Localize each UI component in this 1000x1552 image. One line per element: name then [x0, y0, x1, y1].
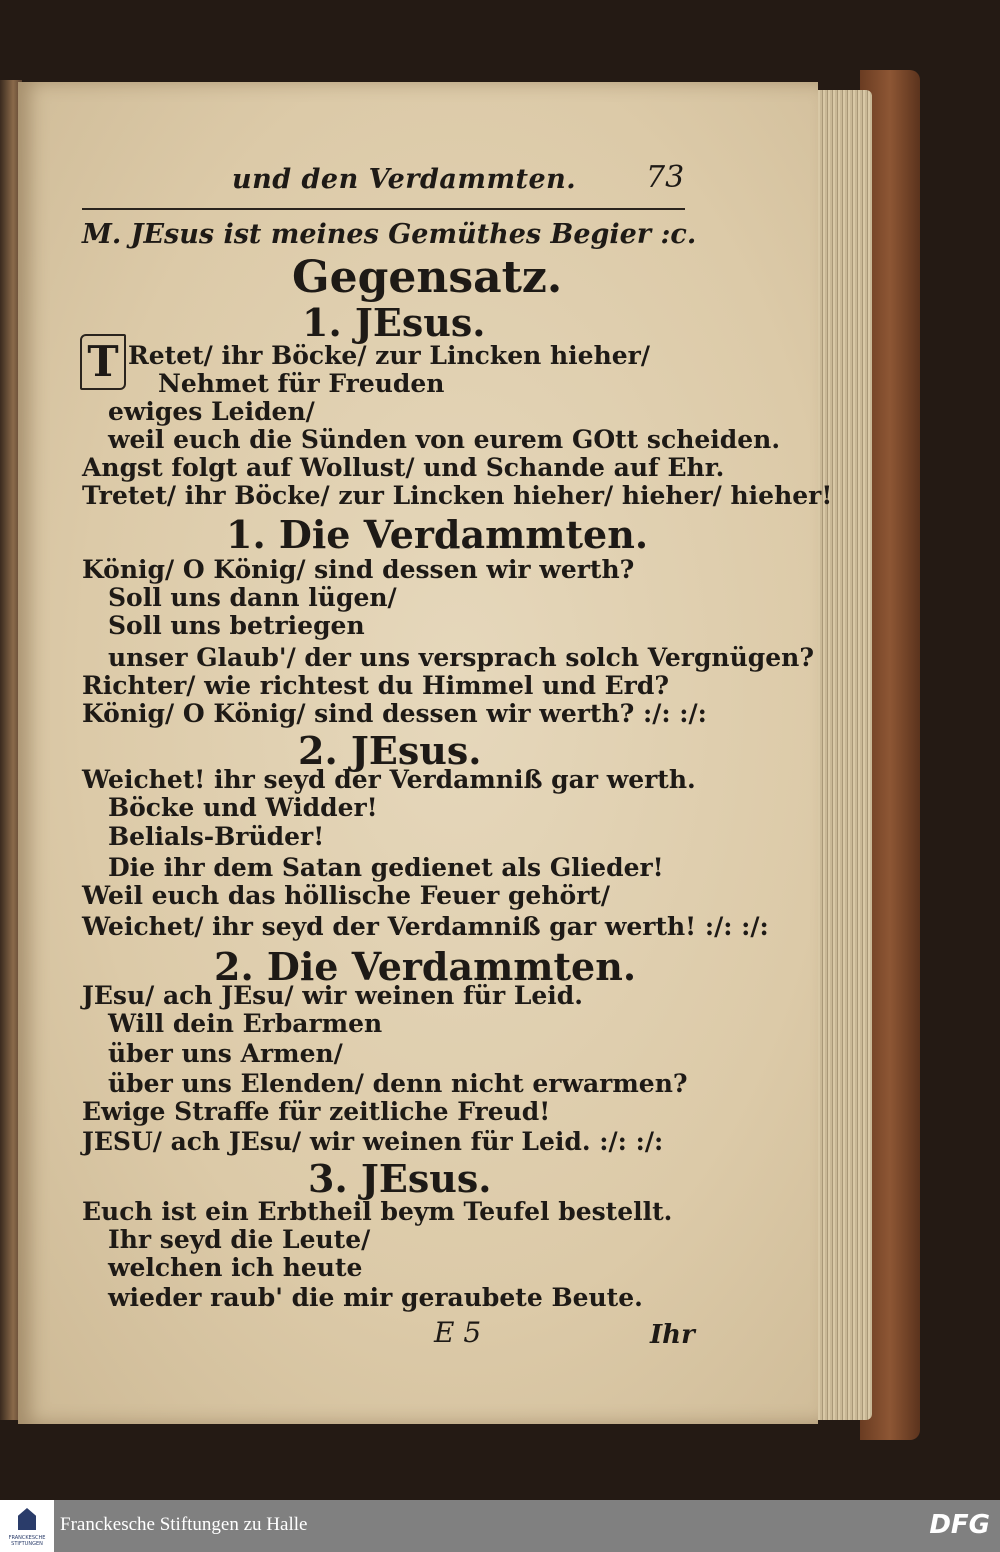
verse-line: über uns Armen/ [108, 1039, 343, 1068]
verse-line: Will dein Erbarmen [108, 1009, 383, 1038]
institution-name[interactable]: Franckesche Stiftungen zu Halle [60, 1514, 308, 1535]
dfg-logo[interactable]: DFG [929, 1510, 990, 1540]
verse-line: König/ O König/ sind dessen wir werth? :/: :/: [82, 699, 707, 728]
verse-line: Angst folgt auf Wollust/ und Schande auf Ehr. [82, 453, 725, 482]
logo-caption: FRANCKESCHE STIFTUNGEN [8, 1535, 46, 1547]
tower-icon [18, 1508, 36, 1530]
verse-line: wieder raub' die mir geraubete Beute. [108, 1283, 643, 1312]
footer-bar [0, 1500, 1000, 1552]
running-head: und den Verdammten. [232, 164, 577, 195]
signature-mark: E 5 [434, 1316, 482, 1349]
stanza-heading: 1. JEsus. [302, 300, 486, 345]
verse-line: Weil euch das höllische Feuer gehört/ [82, 881, 611, 910]
verse-line: welchen ich heute [108, 1253, 363, 1282]
verse-line: Tretet/ ihr Böcke/ zur Lincken hieher/ hieher/ hieher! [82, 481, 833, 510]
verse-line: König/ O König/ sind dessen wir werth? [82, 555, 635, 584]
stanza-heading: 2. JEsus. [298, 728, 482, 773]
verse-line: Böcke und Widder! [108, 793, 378, 822]
header-rule [82, 208, 685, 210]
verse-line: Weichet/ ihr seyd der Verdamniß gar werth! :/: :/: [82, 912, 769, 941]
verse-line: Soll uns betriegen [108, 611, 365, 640]
stanza-heading: 2. Die Verdammten. [214, 944, 637, 989]
verse-line: Ewige Straffe für zeitliche Freud! [82, 1097, 551, 1126]
verse-line: Weichet! ihr seyd der Verdamniß gar werth. [82, 765, 696, 794]
catchword: Ihr [650, 1320, 695, 1350]
verse-line: Retet/ ihr Böcke/ zur Lincken hieher/ [128, 341, 650, 370]
stanza-heading: 1. Die Verdammten. [226, 512, 649, 557]
verse-line: Belials-Brüder! [108, 822, 325, 851]
verse-line: weil euch die Sünden von eurem GOtt scheiden. [108, 425, 781, 454]
page-number: 73 [646, 160, 685, 195]
verse-line: Soll uns dann lügen/ [108, 583, 397, 612]
melody-line: M. JEsus ist meines Gemüthes Begier :c. [82, 219, 697, 250]
verse-line: Richter/ wie richtest du Himmel und Erd? [82, 671, 669, 700]
verse-line: Nehmet für Freuden [158, 369, 445, 398]
verse-line: ewiges Leiden/ [108, 397, 315, 426]
verse-line: JEsu/ ach JEsu/ wir weinen für Leid. [82, 981, 583, 1010]
verse-line: Ihr seyd die Leute/ [108, 1225, 371, 1254]
stanza-heading: 3. JEsus. [308, 1156, 492, 1201]
section-title: Gegensatz. [292, 252, 563, 303]
verse-line: über uns Elenden/ denn nicht erwarmen? [108, 1069, 688, 1098]
verse-line: Euch ist ein Erbtheil beym Teufel bestellt. [82, 1197, 673, 1226]
verse-line: JESU/ ach JEsu/ wir weinen für Leid. :/: :/: [82, 1127, 664, 1156]
institution-logo[interactable] [0, 1500, 54, 1552]
verse-line: unser Glaub'/ der uns versprach solch Vergnügen? [108, 643, 814, 672]
drop-cap: T [80, 334, 126, 390]
verse-line: Die ihr dem Satan gedienet als Glieder! [108, 853, 664, 882]
